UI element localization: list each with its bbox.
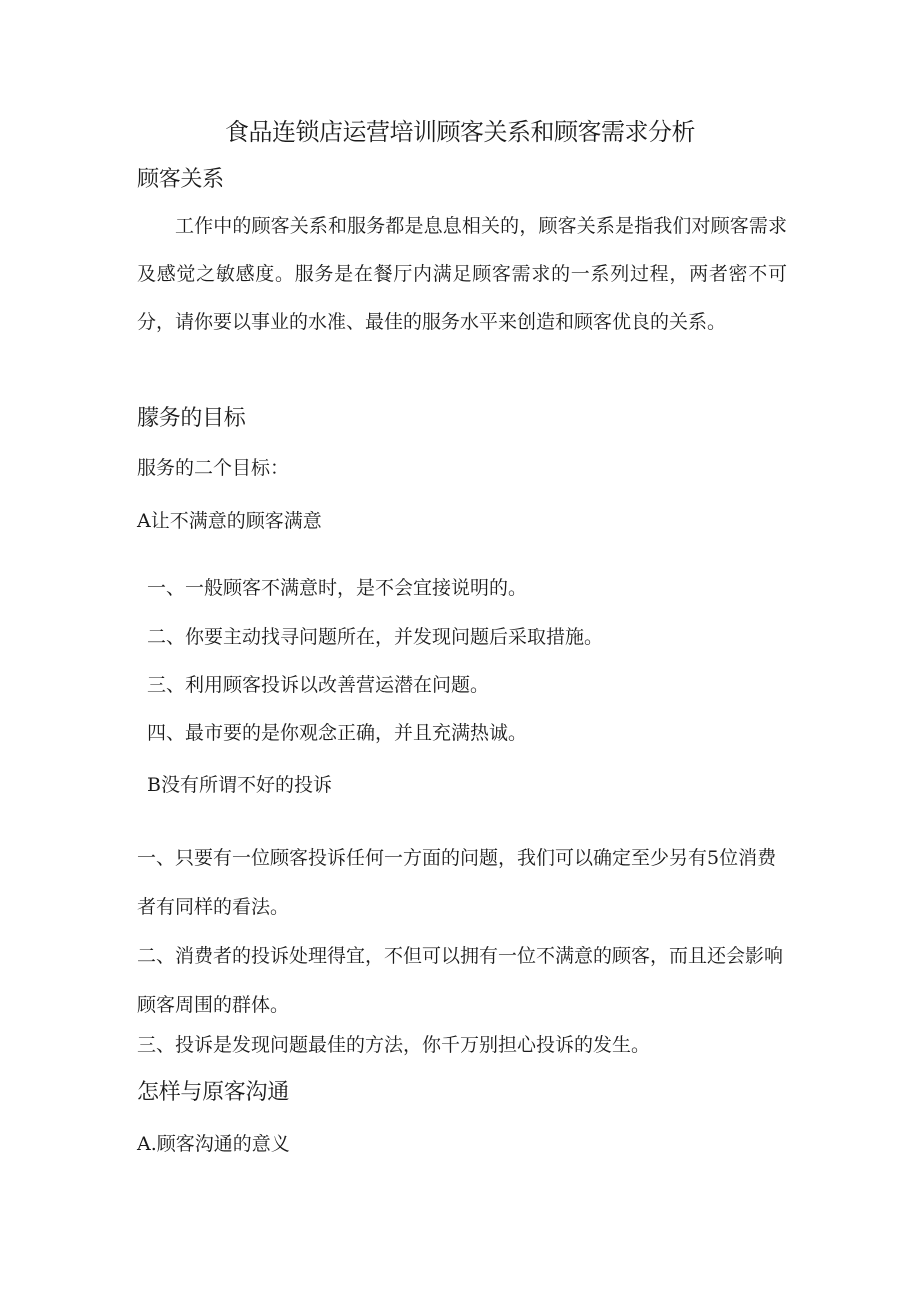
goal-a-item: 一、一般顾客不满意时，是不会宜接说明的。	[147, 577, 528, 599]
goal-b-item: 一、只要有一位顾客投诉任何一方面的问题，我们可以确定至少另有5位消费者有同样的看法。	[137, 847, 777, 918]
section-heading-service-goals: 朦务的目标	[137, 406, 246, 431]
document-title: 食品连锁店运营培训顾客关系和顾客需求分析	[225, 118, 695, 146]
goal-a-item: 四、最市要的是你观念正确，并且充满热诚。	[147, 722, 528, 744]
goal-b-item: 三、投诉是发现问题最佳的方法，你千万别担心投诉的发生。	[137, 1034, 651, 1056]
goal-a-item: 三、利用顾客投诉以改善营运潜在问题。	[147, 674, 490, 696]
section-heading-customer-relations: 顾客关系	[137, 167, 224, 192]
customer-relations-paragraph: 工作中的顾客关系和服务都是息息相关的，顾客关系是指我们对顾客需求及感觉之敏感度。服务是在餐厅内满足顾客需求的一系列过程，两者密不可分，请你要以事业的水准、最佳的服务水平来创造和顾客优良的关系。	[137, 215, 787, 333]
goal-b-title: B没有所谓不好的投诉	[147, 774, 332, 796]
goal-a-title: A让不满意的顾客满意	[137, 510, 322, 532]
goal-b-item: 二、消费者的投诉处理得宜，不但可以拥有一位不满意的顾客，而且还会影响顾客周围的群体。	[137, 945, 784, 1016]
goal-a-item: 二、你要主动找寻问题所在，并发现问题后采取措施。	[147, 626, 604, 648]
communication-sub-a-title: A.顾客沟通的意义	[137, 1133, 290, 1155]
service-goals-intro: 服务的二个目标：	[137, 457, 290, 479]
section-heading-communication: 怎样与原客沟通	[137, 1080, 289, 1105]
